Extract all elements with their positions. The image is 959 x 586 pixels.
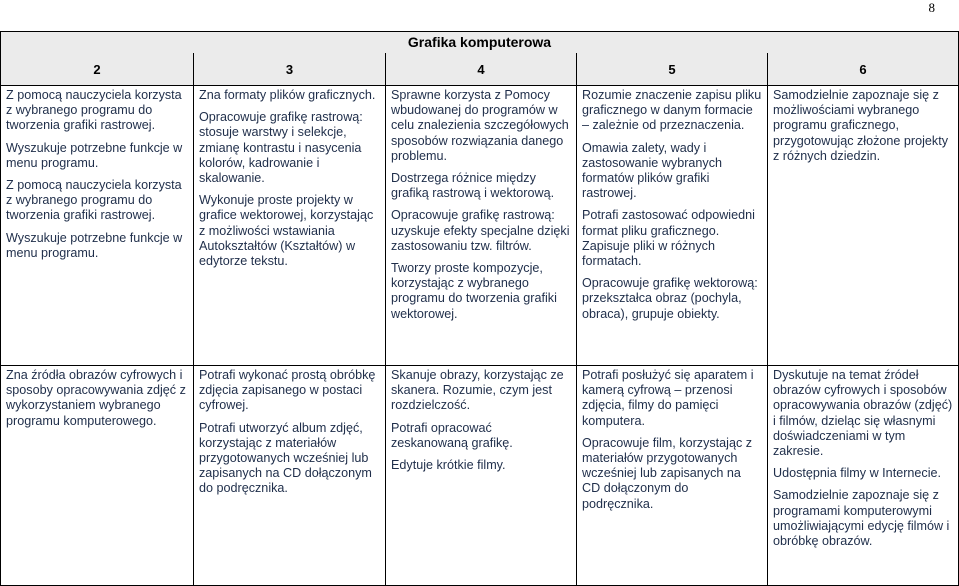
requirement-text: Edytuje krótkie filmy. [391, 458, 506, 473]
requirement-text: Samodzielnie zapoznaje się z możliwościami wybranego programu graficznego, przygotowując złożone projekty z różnych dziedzin. [773, 88, 949, 163]
requirement-text: Potrafi zastosować odpowiedni format pliku graficznego. Zapisuje pliki w różnych formatach. [582, 208, 755, 269]
table-title: Grafika komputerowa [1, 32, 959, 54]
requirement-text: Tworzy proste kompozycje, korzystając z wybranego programu do tworzenia grafiki wektorowej. [391, 261, 557, 321]
table-cell [1, 86, 194, 366]
table-title-row [1, 32, 959, 54]
curriculum-table [0, 31, 959, 586]
table-cell [1, 366, 194, 586]
column-header: 2 [1, 53, 194, 86]
requirement-text: Potrafi posłużyć się aparatem i kamerą cyfrową – przenosi zdjęcia, filmy do pamięci komputera. [582, 368, 754, 428]
requirement-text: Z pomocą nauczyciela korzysta z wybranego programu do tworzenia grafiki rastrowej. [6, 178, 182, 223]
column-header: 4 [386, 53, 577, 86]
table-cell [386, 366, 577, 586]
requirement-text: Opracowuje grafikę rastrową: stosuje warstwy i selekcje, zmianę kontrastu i nasycenia kolorów, kadrowanie i skalowanie. [199, 110, 363, 186]
requirement-text: Z pomocą nauczyciela korzysta z wybranego programu do tworzenia grafiki rastrowej. [6, 88, 182, 133]
requirement-text: Opracowuje grafikę wektorową: przekształca obraz (pochyla, obraca), grupuje obiekty. [582, 276, 758, 321]
requirement-text: Zna formaty plików graficznych. [199, 88, 376, 102]
table-row [1, 366, 959, 586]
requirement-text: Rozumie znaczenie zapisu pliku graficznego w danym formacie – zależnie od przeznaczenia. [582, 88, 762, 133]
table-cell [768, 366, 959, 586]
requirement-text: Sprawne korzysta z Pomocy wbudowanej do programów w celu znalezienia szczegółowych sposobów rozwiązania danego problemu. [391, 88, 569, 163]
requirement-text: Wyszukuje potrzebne funkcje w menu programu. [6, 140, 183, 170]
table-cell [194, 86, 386, 366]
requirement-text: Potrafi opracować zeskanowaną grafikę. [391, 420, 513, 450]
requirement-text: Samodzielnie zapoznaje się z programami komputerowymi umożliwiającymi edycję filmów i obróbkę obrazów. [773, 488, 950, 549]
table-cell [577, 86, 768, 366]
requirement-text: Omawia zalety, wady i zastosowanie wybranych formatów plików grafiki rastrowej. [582, 140, 723, 201]
requirement-text: Opracowuje film, korzystając z materiałów przygotowanych wcześniej lub zapisanych na CD dołączonym do podręcznika. [582, 435, 753, 511]
column-header: 3 [194, 53, 386, 86]
requirement-text: Dyskutuje na temat źródeł obrazów cyfrowych i sposobów opracowywania obrazów (zdjęć) i filmów, dzieląc się własnymi doświadczeniami w tym zakresie. [773, 368, 953, 459]
page-number: 8 [928, 0, 935, 15]
requirement-text: Potrafi utworzyć album zdjęć, korzystając z materiałów przygotowanych wcześniej lub zapisanych na CD dołączonym do podręcznika. [199, 420, 372, 496]
requirement-text: Opracowuje grafikę rastrową: uzyskuje efekty specjalne dzięki zastosowaniu tzw. filtrów. [391, 208, 570, 253]
table-row [1, 86, 959, 366]
table-cell [386, 86, 577, 366]
requirement-text: Wykonuje proste projekty w grafice wektorowej, korzystając z możliwości wstawiania Autokształtów (Kształtów) w edytorze tekstu. [199, 193, 374, 269]
requirement-text: Zna źródła obrazów cyfrowych i sposoby opracowywania zdjęć z wykorzystaniem wybranego programu komputerowego. [6, 368, 186, 428]
requirement-text: Skanuje obrazy, korzystając ze skanera. Rozumie, czym jest rozdzielczość. [391, 368, 564, 413]
requirement-text: Potrafi wykonać prostą obróbkę zdjęcia zapisanego w postaci cyfrowej. [199, 368, 376, 413]
requirement-text: Dostrzega różnice między grafiką rastrową i wektorową. [391, 171, 555, 201]
requirement-text: Wyszukuje potrzebne funkcje w menu programu. [6, 230, 183, 260]
table-cell [577, 366, 768, 586]
requirement-text: Udostępnia filmy w Internecie. [773, 466, 941, 481]
table-cell [194, 366, 386, 586]
table-cell [768, 86, 959, 366]
column-number-row [1, 53, 959, 86]
column-header: 6 [768, 53, 959, 86]
column-header: 5 [577, 53, 768, 86]
